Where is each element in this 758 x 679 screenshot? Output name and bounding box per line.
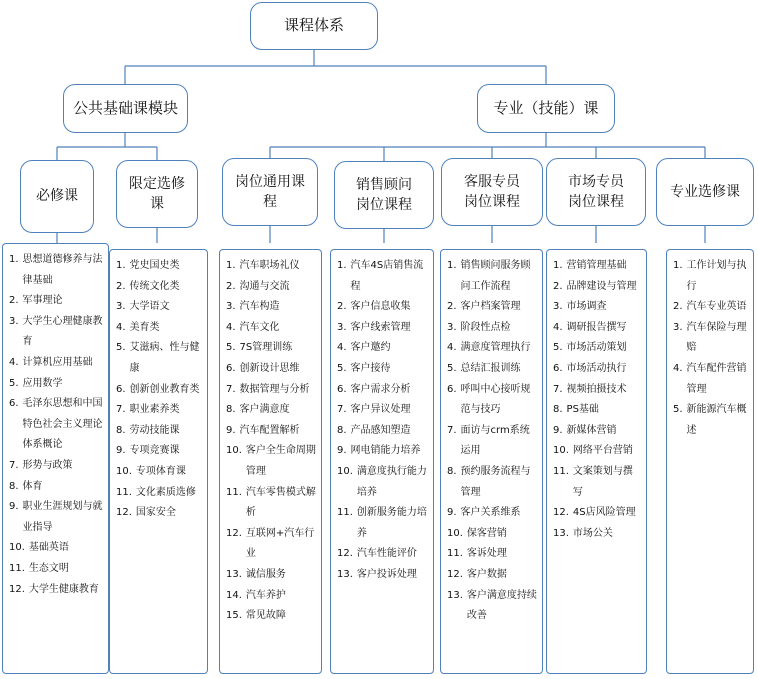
course-item-number: 6. xyxy=(337,383,347,395)
course-item xyxy=(9,353,104,374)
group-title: 市场专员岗位课程 xyxy=(568,173,624,210)
course-item-label: 基础英语 xyxy=(28,542,69,554)
course-item-label: 常见故障 xyxy=(245,610,286,622)
course-item-number: 11. xyxy=(116,486,132,498)
course-item-number: 6. xyxy=(226,362,236,374)
course-item-label: 美育类 xyxy=(129,321,160,333)
course-item-label: 工作计划与执行 xyxy=(686,260,747,292)
course-item-label: 大学生健康教育 xyxy=(28,583,99,595)
course-item-label: 汽车职场礼仪 xyxy=(239,260,300,271)
course-item xyxy=(116,441,203,462)
group-title: 必修课 xyxy=(36,188,78,205)
course-item-number: 11. xyxy=(447,548,463,560)
group-general-post xyxy=(222,158,318,226)
course-item-number: 9. xyxy=(9,501,19,513)
course-item-number: 7. xyxy=(447,424,457,436)
course-item-number: 5. xyxy=(337,362,347,374)
group-limited-elective xyxy=(116,160,198,228)
course-item-label: 7S管理训练 xyxy=(239,342,293,354)
course-item-label: 视频拍摄技术 xyxy=(566,383,627,395)
course-item-label: 汽车配置解析 xyxy=(239,424,300,436)
course-item-label: 诚信服务 xyxy=(245,568,286,580)
course-item xyxy=(553,524,642,545)
course-item-label: 保客营销 xyxy=(466,527,507,539)
course-item-label: 劳动技能课 xyxy=(129,424,180,436)
course-item-label: 创新创业教育类 xyxy=(129,383,200,395)
course-item-number: 8. xyxy=(553,404,563,416)
course-item-number: 11. xyxy=(553,465,569,477)
course-item-number: 10. xyxy=(226,445,242,457)
list-limited-elective xyxy=(109,249,208,674)
course-item-number: 9. xyxy=(447,507,457,519)
course-item xyxy=(116,297,203,318)
course-item-label: 客诉处理 xyxy=(466,548,507,560)
course-item xyxy=(553,277,642,298)
course-list xyxy=(447,256,538,627)
course-item-label: 客户满意度持续改善 xyxy=(466,589,537,622)
course-item-number: 12. xyxy=(553,507,569,519)
group-professional-elective xyxy=(656,158,754,226)
course-item-label: 预约服务流程与管理 xyxy=(460,465,531,498)
course-list xyxy=(116,256,203,524)
course-item xyxy=(447,318,538,339)
course-item-number: 9. xyxy=(116,445,126,457)
course-item-number: 1. xyxy=(226,260,236,271)
course-item xyxy=(673,359,749,400)
course-item-label: 客户全生命周期管理 xyxy=(245,445,316,477)
course-item xyxy=(226,606,317,627)
course-item xyxy=(447,297,538,318)
course-item-label: 汽车构造 xyxy=(239,301,280,313)
course-item-number: 3. xyxy=(226,301,236,313)
course-item-number: 6. xyxy=(116,383,126,395)
course-item xyxy=(673,297,749,318)
list-customer-service xyxy=(440,249,543,674)
course-item-label: 市场活动策划 xyxy=(566,342,627,354)
course-item-number: 13. xyxy=(447,589,463,601)
course-item xyxy=(116,256,203,277)
course-item-number: 1. xyxy=(447,260,457,271)
course-item-label: 大学生心理健康教育 xyxy=(22,315,103,348)
course-item xyxy=(553,318,642,339)
course-item-number: 4. xyxy=(337,342,347,354)
course-item-label: 国家安全 xyxy=(135,507,176,519)
course-item xyxy=(447,503,538,524)
course-item-number: 1. xyxy=(9,254,19,265)
root-title: 课程体系 xyxy=(283,16,344,35)
course-item-number: 10. xyxy=(116,465,132,477)
course-item-label: 客户关系维系 xyxy=(460,507,521,519)
course-item xyxy=(337,421,429,442)
course-item-number: 7. xyxy=(226,383,236,395)
course-item xyxy=(9,559,104,580)
course-item-number: 14. xyxy=(226,589,242,601)
course-item xyxy=(337,380,429,401)
course-item-label: 客户线索管理 xyxy=(350,321,411,333)
course-item-number: 12. xyxy=(447,568,463,580)
course-item-label: 品牌建设与管理 xyxy=(566,280,637,292)
course-item xyxy=(337,544,429,565)
course-item-number: 12. xyxy=(337,548,353,560)
course-item-label: 客户邀约 xyxy=(350,342,391,354)
course-item-number: 3. xyxy=(9,315,19,327)
course-item xyxy=(226,380,317,401)
course-item-number: 2. xyxy=(553,280,563,292)
course-item-label: 汽车性能评价 xyxy=(356,548,417,560)
course-item xyxy=(116,400,203,421)
course-item xyxy=(337,297,429,318)
course-item xyxy=(553,359,642,380)
root-node xyxy=(250,2,378,50)
course-item-number: 9. xyxy=(337,445,347,457)
course-item xyxy=(447,565,538,586)
course-item-number: 5. xyxy=(673,404,683,416)
course-item xyxy=(673,318,749,359)
course-item-label: 文案策划与撰写 xyxy=(572,465,633,498)
course-item xyxy=(553,380,642,401)
course-item-number: 2. xyxy=(116,280,126,292)
course-item-label: 4S店风险管理 xyxy=(572,507,636,519)
course-item-number: 7. xyxy=(337,404,347,416)
course-item-label: 销售顾问服务顾问工作流程 xyxy=(460,260,531,292)
course-item-number: 12. xyxy=(116,507,132,519)
course-item-label: 专项竞赛课 xyxy=(129,445,180,457)
course-item-number: 4. xyxy=(116,321,126,333)
course-item-number: 4. xyxy=(553,321,563,333)
course-item xyxy=(116,421,203,442)
course-item-label: 汽车养护 xyxy=(245,589,286,601)
course-item-label: 应用数学 xyxy=(22,377,63,389)
course-item-label: 数据管理与分析 xyxy=(239,383,310,395)
group-title: 销售顾问岗位课程 xyxy=(356,176,412,213)
course-item-number: 8. xyxy=(447,465,457,477)
course-item xyxy=(226,524,317,565)
course-item-number: 6. xyxy=(9,398,19,410)
module-title: 公共基础课模块 xyxy=(72,98,178,117)
course-item-label: 生态文明 xyxy=(28,562,69,574)
course-item xyxy=(9,312,104,353)
course-item-number: 5. xyxy=(226,342,236,354)
course-item-label: 客户异议处理 xyxy=(350,404,411,416)
course-item-number: 10. xyxy=(9,542,25,554)
course-item-label: 汽车4S店销售流程 xyxy=(350,260,424,292)
course-list xyxy=(226,256,317,627)
course-item-number: 8. xyxy=(116,424,126,436)
course-item-number: 5. xyxy=(116,342,126,354)
course-item-number: 10. xyxy=(447,527,463,539)
course-item xyxy=(553,462,642,503)
course-item-label: 市场调查 xyxy=(566,301,607,313)
course-item-label: 互联网+汽车行业 xyxy=(245,527,315,560)
course-item-number: 13. xyxy=(337,568,353,580)
module-professional xyxy=(477,84,615,133)
list-compulsory xyxy=(2,243,109,674)
course-item-label: 毛泽东思想和中国特色社会主义理论体系概论 xyxy=(22,398,103,451)
course-item xyxy=(9,456,104,477)
course-item-number: 3. xyxy=(116,301,126,313)
connector-public xyxy=(57,133,157,160)
course-item xyxy=(116,277,203,298)
course-item xyxy=(226,277,317,298)
course-item-number: 9. xyxy=(553,424,563,436)
course-item xyxy=(9,374,104,395)
course-item-label: 大学语文 xyxy=(129,301,170,313)
course-item xyxy=(9,291,104,312)
course-item-number: 1. xyxy=(673,260,683,271)
course-item-label: 调研报告撰写 xyxy=(566,321,627,333)
course-item xyxy=(553,421,642,442)
course-item-label: 体育 xyxy=(22,480,43,492)
course-item-label: 阶段性点检 xyxy=(460,321,511,333)
course-item xyxy=(226,565,317,586)
course-item-number: 3. xyxy=(553,301,563,313)
group-sales-consultant xyxy=(334,161,434,229)
course-item-label: 党史国史类 xyxy=(129,260,180,271)
course-list xyxy=(673,256,749,441)
course-item-number: 13. xyxy=(226,568,242,580)
course-item-label: 市场公关 xyxy=(572,527,613,539)
course-item-label: 满意度执行能力培养 xyxy=(356,465,427,498)
course-item-label: 客户接待 xyxy=(350,362,391,374)
group-title: 专业选修课 xyxy=(670,183,740,200)
course-item xyxy=(337,400,429,421)
course-item-number: 7. xyxy=(9,459,19,471)
course-item-label: 创新设计思维 xyxy=(239,362,300,374)
course-item-label: 传统文化类 xyxy=(129,280,180,292)
module-title: 专业（技能）课 xyxy=(493,98,599,117)
course-item xyxy=(9,394,104,456)
course-item-number: 12. xyxy=(226,527,242,539)
course-item xyxy=(226,441,317,482)
course-item xyxy=(9,497,104,538)
course-item-label: 总结汇报训练 xyxy=(460,362,521,374)
course-item xyxy=(337,503,429,544)
course-item-number: 8. xyxy=(9,480,19,492)
connector-root xyxy=(125,50,546,84)
group-title: 限定选修课 xyxy=(129,175,185,212)
course-item-number: 1. xyxy=(337,260,347,271)
course-item xyxy=(116,380,203,401)
course-item xyxy=(337,256,429,297)
course-item-label: 客户需求分析 xyxy=(350,383,411,395)
course-item-label: 职业生涯规划与就业指导 xyxy=(22,501,103,533)
course-item-number: 3. xyxy=(447,321,457,333)
list-sales-consultant xyxy=(330,249,434,674)
course-item-number: 11. xyxy=(337,507,353,519)
course-item xyxy=(447,338,538,359)
course-item-label: 汽车零售模式解析 xyxy=(245,486,316,519)
course-item xyxy=(337,338,429,359)
course-item xyxy=(226,338,317,359)
course-item-number: 5. xyxy=(553,342,563,354)
course-item-number: 11. xyxy=(226,486,242,498)
course-item-label: 客户数据 xyxy=(466,568,507,580)
connector-professional xyxy=(270,133,705,161)
group-compulsory xyxy=(20,160,94,233)
course-item-label: 沟通与交流 xyxy=(239,280,290,292)
module-public-basic xyxy=(63,84,188,133)
course-item xyxy=(9,580,104,601)
course-item-number: 9. xyxy=(226,424,236,436)
course-item-label: 产品感知塑造 xyxy=(350,424,411,436)
course-item-number: 5. xyxy=(447,362,457,374)
course-item-number: 7. xyxy=(553,383,563,395)
course-item-label: 面访与crm系统运用 xyxy=(460,424,530,457)
course-item xyxy=(116,318,203,339)
course-item xyxy=(447,359,538,380)
course-item-label: 客户投诉处理 xyxy=(356,568,417,580)
course-item-label: 形势与政策 xyxy=(22,459,73,471)
course-item xyxy=(447,524,538,545)
course-item xyxy=(447,421,538,462)
course-item-label: 呼叫中心接听规范与技巧 xyxy=(460,383,531,416)
course-item-number: 8. xyxy=(226,404,236,416)
course-item-label: 网电销能力培养 xyxy=(350,445,421,457)
course-item xyxy=(337,359,429,380)
course-item-label: 网络平台营销 xyxy=(572,445,633,457)
course-list xyxy=(553,256,642,544)
course-list xyxy=(9,250,104,600)
course-item xyxy=(553,503,642,524)
course-item-label: 思想道德修养与法律基础 xyxy=(22,254,103,286)
course-item xyxy=(553,441,642,462)
list-general-post xyxy=(219,249,322,674)
course-item-number: 5. xyxy=(9,377,19,389)
course-item-number: 4. xyxy=(673,362,683,374)
course-item-label: 新媒体营销 xyxy=(566,424,617,436)
course-item-label: 创新服务能力培养 xyxy=(356,507,427,539)
course-item-label: 客户信息收集 xyxy=(350,301,411,313)
course-item xyxy=(553,297,642,318)
course-item xyxy=(447,544,538,565)
group-title: 客服专员岗位课程 xyxy=(464,173,520,210)
course-list xyxy=(337,256,429,586)
course-item-label: 军事理论 xyxy=(22,295,63,307)
course-item-label: 汽车专业英语 xyxy=(686,301,747,313)
group-marketing-specialist xyxy=(546,158,646,226)
course-item xyxy=(673,256,749,297)
course-item-label: 新能源汽车概述 xyxy=(686,404,747,436)
list-professional-elective xyxy=(666,249,754,674)
course-item-number: 2. xyxy=(673,301,683,313)
course-item xyxy=(226,400,317,421)
course-item xyxy=(447,462,538,503)
course-item xyxy=(337,565,429,586)
course-item-number: 2. xyxy=(447,301,457,313)
course-item xyxy=(553,338,642,359)
course-item-label: 满意度管理执行 xyxy=(460,342,531,354)
course-item xyxy=(9,250,104,291)
course-item-number: 4. xyxy=(9,356,19,368)
course-item xyxy=(226,483,317,524)
course-item xyxy=(447,256,538,297)
course-item xyxy=(116,503,203,524)
course-item-number: 6. xyxy=(553,362,563,374)
course-item-label: 汽车保险与理赔 xyxy=(686,321,747,354)
course-item-label: 文化素质选修 xyxy=(135,486,196,498)
course-item-number: 2. xyxy=(337,301,347,313)
course-item xyxy=(116,483,203,504)
course-item-label: 计算机应用基础 xyxy=(22,356,93,368)
course-item-number: 4. xyxy=(226,321,236,333)
course-item-label: 汽车文化 xyxy=(239,321,280,333)
course-item-number: 1. xyxy=(116,260,126,271)
course-item-number: 3. xyxy=(337,321,347,333)
course-item xyxy=(553,400,642,421)
group-customer-service xyxy=(441,158,543,226)
course-item xyxy=(226,421,317,442)
course-item-number: 10. xyxy=(337,465,353,477)
course-item xyxy=(226,318,317,339)
course-item xyxy=(337,441,429,462)
course-item xyxy=(116,338,203,379)
course-item xyxy=(9,538,104,559)
course-item xyxy=(337,318,429,339)
course-item xyxy=(673,400,749,441)
course-item xyxy=(226,297,317,318)
course-item-label: 客户档案管理 xyxy=(460,301,521,313)
course-item-number: 1. xyxy=(553,260,563,271)
course-item xyxy=(553,256,642,277)
course-item-label: 艾滋病、性与健康 xyxy=(129,342,200,374)
course-item xyxy=(116,462,203,483)
course-item-number: 6. xyxy=(447,383,457,395)
course-item-label: 专项体育课 xyxy=(135,465,186,477)
course-item xyxy=(9,477,104,498)
course-item-number: 2. xyxy=(226,280,236,292)
course-item-label: PS基础 xyxy=(566,404,599,416)
course-item-number: 8. xyxy=(337,424,347,436)
group-title: 岗位通用课程 xyxy=(235,173,305,210)
course-item-label: 营销管理基础 xyxy=(566,260,627,271)
course-item-number: 15. xyxy=(226,610,242,622)
course-item-label: 客户满意度 xyxy=(239,404,290,416)
course-item-number: 7. xyxy=(116,404,126,416)
course-item-number: 11. xyxy=(9,562,25,574)
course-item xyxy=(226,359,317,380)
course-item-number: 13. xyxy=(553,527,569,539)
course-item xyxy=(447,380,538,421)
course-item xyxy=(447,586,538,627)
course-item-number: 2. xyxy=(9,295,19,307)
course-item xyxy=(337,462,429,503)
course-item-label: 市场活动执行 xyxy=(566,362,627,374)
list-marketing-specialist xyxy=(546,249,647,674)
course-item-number: 10. xyxy=(553,445,569,457)
course-item xyxy=(226,586,317,607)
course-item-label: 汽车配件营销管理 xyxy=(686,362,747,395)
course-item-number: 12. xyxy=(9,583,25,595)
course-item-number: 4. xyxy=(447,342,457,354)
course-item xyxy=(226,256,317,277)
course-item-number: 3. xyxy=(673,321,683,333)
course-item-label: 职业素养类 xyxy=(129,404,180,416)
